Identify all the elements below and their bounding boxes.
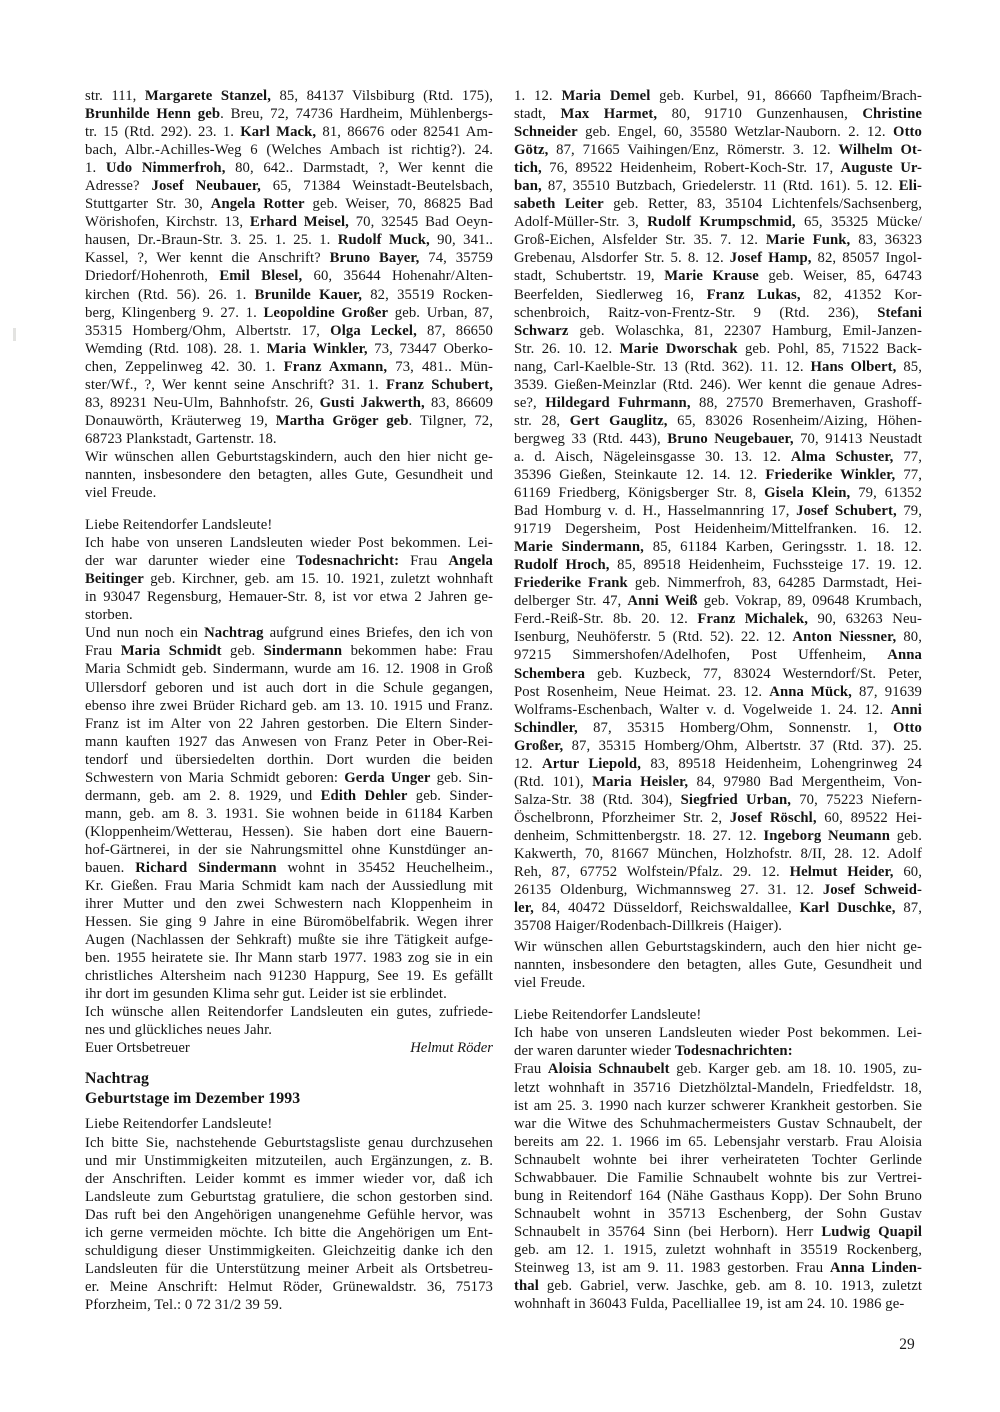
text-line: ben. 1955 heiratete sie. Ihr Mann starb 1977. 1983 zog sie in ein [85, 950, 493, 967]
text-line: letzt wohnhaft in 35716 Dietzhölztal-Mandeln, Friedfeldstr. 18, [514, 1079, 922, 1096]
text-line: bung in Reitendorf 164 (Nähe Gasthaus Kopp). Der Sohn Bruno [514, 1187, 922, 1204]
text-line: 26135 Oldenburg, Wichmannsweg 27. 31. 12. Josef Schweid- [514, 882, 922, 899]
text-line: Donauwörth, Kräuterweg 19, Martha Gröger geb. Tilgner, 72, [85, 412, 494, 429]
text-line: 68723 Plankstadt, Gartenstr. 18. [85, 430, 277, 447]
paragraph [514, 938, 922, 992]
bold-name: Rudolf Hroch, [514, 557, 610, 574]
text-line: Frau Aloisia Schnaubelt geb. Karger geb. am 18. 10. 1905, zu- [514, 1061, 922, 1078]
text-line: Schwestern von Maria Schmidt geboren: Gerda Unger geb. Sin- [85, 769, 494, 786]
text-line: nannten, insbesondere den betagten, alles Gute, Gesundheit und [514, 957, 922, 974]
bold-name: Josef Schweid- [822, 882, 922, 899]
text-line: Wörishofen, Kirchstr. 13, Erhard Meisel, 70, 32545 Bad Oeyn- [85, 214, 493, 231]
bold-name: Siegfried Urban, [680, 791, 792, 808]
text-line: Landsleute zum Geburtstag gratuliere, die schon gestorben sind. [85, 1188, 493, 1205]
bold-name: Friederike Frank [514, 575, 628, 592]
bold-name: Ludwig Quapil [821, 1223, 923, 1240]
bold-name: Eli- [898, 178, 922, 195]
text-line: Steinweg 13, ist am 9. 11. 1983 gestorben. Frau Anna Linden- [514, 1260, 922, 1276]
text-line: Liebe Reitendorfer Landsleute! [514, 1007, 702, 1024]
bold-name: Schneider [514, 124, 578, 141]
text-line: Adolf-Müller-Str. 3, Rudolf Krumpschmid, 65, 35325 Mücke/ [514, 214, 922, 231]
text-line: ban, 87, 35510 Butzbach, Griedelerstr. 11 (Rtd. 161). 5. 12. Eli- [514, 178, 922, 195]
text-line: 91719 Degersheim, Post Heidenheim/Mittelfranken. 16. 12. [514, 521, 922, 538]
bold-name: Hildegard Fuhrmann, [545, 394, 691, 411]
bold-name: Maria Schmidt [120, 643, 222, 660]
paragraph [514, 87, 922, 935]
paragraph [514, 1024, 922, 1060]
text-line: Franz ist im Alter von 22 Jahren gestorben. Die Eltern Sinder- [85, 715, 493, 732]
text-line: Schneider geb. Engel, 60, 35580 Wetzlar-Nauborn. 2. 12. Otto [514, 124, 922, 141]
bold-name: Götz, [514, 142, 549, 159]
text-line: 3539. Gießen-Meinzlar (Rtd. 246). Wer kennt die genaue Adres- [514, 376, 922, 393]
text-line: ler, 84, 40472 Düsseldorf, Reichswaldallee, Karl Duschke, 87, [514, 900, 922, 917]
bold-name: Maria Heisler, [592, 773, 689, 790]
bold-name: Wilhelm Ot- [838, 142, 922, 159]
text-line: (Kloppenheim/Wetterau, Hessen). Sie haben dort eine Bauern- [85, 823, 493, 840]
paragraph [85, 1134, 493, 1314]
text-line: Nachtrag [85, 1070, 149, 1088]
text-line: Augen (Nachlassen der Sehkraft) mußte sie ihre Tätigkeit aufge- [85, 932, 493, 949]
bold-name: Maria Demel [561, 88, 651, 104]
bold-name: Olga Leckel, [330, 322, 417, 339]
text-line: Liebe Reitendorfer Landsleute! [85, 1116, 273, 1133]
bold-name: Josef Hamp, [729, 250, 812, 267]
bold-name: Christine [862, 106, 922, 123]
bold-name: Karl Mack, [240, 124, 317, 141]
bold-name: Anna Linden- [830, 1260, 922, 1276]
text-line: Kassel, ?, Wer kennt die Anschrift? Bruno Bayer, 74, 35759 [85, 250, 493, 267]
text-line: thal geb. Gabriel, verw. Jaschke, geb. am 8. 10. 1913, zuletzt [514, 1278, 922, 1295]
bold-name: sabeth Leiter [514, 196, 604, 213]
bold-name: Emil Blesel, [219, 268, 303, 285]
bold-name: Gisela Klein, [764, 485, 851, 502]
paragraph [514, 1060, 922, 1313]
right-column [514, 87, 922, 1313]
text-line: Maria Schmidt geb. Sindermann, wurde am 16. 12. 1908 in Groß [85, 661, 493, 678]
text-line: bauen. Richard Sindermann wohnt in 35452 Heuchelheim., [85, 859, 494, 876]
bold-name: Todesnachricht: [296, 553, 400, 570]
bold-name: Anna Mück, [769, 683, 852, 700]
bold-name: tich, [514, 160, 542, 177]
text-line: Großer, 87, 35315 Homberg/Ohm, Albertstr. 37 (Rtd. 37). 25. [514, 737, 922, 754]
text-line: geb. am 12. 1. 1915, zuletzt wohnhaft in 35519 Rockenberg, [514, 1241, 922, 1258]
text-line: a. d. Aisch, Nägeleinsgasse 30. 13. 12. Alma Schuster, 77, [514, 448, 922, 465]
bold-name: Rudolf Muck, [337, 232, 430, 249]
bold-name: Schindler, [514, 719, 578, 736]
text-line: bereits am 22. 1. 1966 im 65. Lebensjahr verstarb. Frau Aloisia [514, 1133, 922, 1150]
text-line: viel Freude. [514, 975, 586, 992]
text-line: tendorf und übersiedelten dorthin. Dort wurden die beiden [85, 751, 493, 768]
text-line: stadt, Max Harmet, 80, 91710 Gunzenhausen, Christine [514, 106, 922, 123]
text-line: wohnhaft in 36043 Fulda, Pacelliallee 19, ist am 24. 10. 1986 ge- [514, 1296, 905, 1313]
bold-name: Franz Michalek, [697, 611, 809, 628]
text-line: bergweg 33 (Rtd. 443), Bruno Neugebauer, 70, 91413 Neustadt [514, 430, 923, 447]
text-line: 1. 12. Maria Demel geb. Kurbel, 91, 86660 Tapfheim/Brach- [514, 88, 922, 104]
text-line: ist am 25. 3. 1990 nach kurzer schwerer Krankheit gestorben. Sie [514, 1097, 922, 1114]
paragraph [514, 1006, 922, 1024]
text-line: tr. 15 (Rtd. 292). 23. 1. Karl Mack, 81, 86676 oder 82541 Am- [85, 124, 494, 141]
text-line: viel Freude. [85, 485, 157, 502]
bold-name: Rudolf Krumpschmid, [647, 214, 796, 231]
text-line: Grebenau, Alsdorfer Str. 5. 8. 12. Josef Hamp, 82, 85057 Ingol- [514, 250, 922, 267]
text-line: Wemding (Rtd. 108). 28. 1. Maria Winkler, 73, 73447 Oberko- [85, 340, 493, 357]
text-line: dermann, geb. am 2. 8. 1929, und Edith Dehler geb. Sinder- [85, 787, 493, 804]
text-line: sabeth Leiter geb. Retter, 83, 35104 Lichtenfels/Sachsenberg, [514, 196, 922, 213]
text-line: chen, Zeppelinweg 42. 30. 1. Franz Axmann, 73, 481.. Mün- [85, 358, 493, 375]
text-line: hausen, Dr.-Braun-Str. 3. 25. 1. 25. 1. Rudolf Muck, 90, 341.. [85, 232, 494, 249]
paragraph-spacer [85, 502, 493, 516]
text-line: Isenburg, Neuhöferstr. 5 (Rtd. 52). 22. 12. Anton Niessner, 80, [514, 629, 922, 646]
bold-name: Anni Weiß [627, 593, 698, 610]
bold-name: Max Harmet, [560, 106, 658, 123]
text-line: denheim, Schmittenbergstr. 18. 27. 12. Ingeborg Neumann geb. [514, 827, 922, 844]
text-line: mann kauften 1927 das Anwesen von Franz Peter in Ober-Rei- [85, 733, 493, 750]
bold-name: ler, [514, 900, 534, 917]
text-line: Marie Sindermann, 85, 61184 Karben, Geringsstr. 1. 18. 12. [514, 539, 922, 556]
text-line: er. Meine Anschrift: Helmut Röder, Grünewaldstr. 36, 75173 [85, 1278, 493, 1295]
bold-name: Edith Dehler [320, 787, 408, 804]
text-line: Ich habe von unseren Landsleuten wieder Post bekommen. Lei- [514, 1025, 922, 1042]
bold-name: Bruno Bayer, [329, 250, 420, 267]
paragraph [85, 1003, 493, 1039]
text-line: ihr dort im gesunden Klima sehr gut. Leider ist sie erblindet. [85, 986, 447, 1003]
text-line: Friederike Frank geb. Nimmerfroh, 83, 64285 Darmstadt, Hei- [514, 575, 923, 592]
text-line: Bad Homburg v. d. H., Hasselmannring 17, Josef Schubert, 79, [514, 503, 922, 520]
bold-name: Anna [887, 647, 922, 664]
bold-name: Franz Schubert, [385, 376, 493, 393]
bold-name: Schembera [514, 665, 586, 682]
bold-name: Hans Olbert, [810, 358, 897, 375]
bold-name: Marie Sindermann, [514, 539, 644, 556]
bold-name: Stefani [877, 304, 922, 321]
bold-name: Margarete Stanzel, [144, 88, 272, 104]
signature-label: Euer Ortsbetreuer [85, 1040, 190, 1057]
text-line: nes und glückliches neues Jahr. [85, 1022, 273, 1039]
bold-name: Ingeborg Neumann [763, 827, 890, 844]
bold-name: Richard Sindermann [135, 859, 277, 876]
signature-name: Helmut Röder [410, 1040, 493, 1057]
paragraph [85, 87, 493, 448]
bold-name: Karl Duschke, [799, 900, 896, 917]
text-line: storben. [85, 607, 133, 624]
text-line: Wir wünschen allen Geburtstagskindern, auch den hier nicht ge- [85, 448, 493, 465]
bold-name: Franz Lukas, [706, 286, 801, 303]
bold-name: Josef Schubert, [796, 503, 897, 520]
text-line: Schwabbauer. Die Familie Schnaubelt wohnte bis zur Vertrei- [514, 1169, 922, 1186]
text-line: ich gerne vermeiden möchte. Ich bitte die Angehörigen um Ent- [85, 1224, 493, 1241]
paragraph [85, 1115, 493, 1133]
text-line: berg, Klingenberg 9. 27. 1. Leopoldine Großer geb. Urban, 87, [85, 304, 493, 321]
text-line: hof-Gärtnerei, in der sie Nahrungsmittel ohne Kunstdünger an- [85, 841, 493, 858]
left-column [85, 87, 493, 1314]
text-line: bach, Albr.-Achilles-Weg 6 (Welches Ambach ist richtig?). 24. [85, 142, 493, 159]
text-line: Beerfelden, Siedlerweg 16, Franz Lukas, 82, 41352 Kor- [514, 286, 922, 303]
text-line: Schembera geb. Kuzbeck, 77, 83024 Westerndorf/St. Peter, [514, 665, 922, 682]
bold-name: Sindermann [263, 643, 343, 660]
bold-name: Brunhilde Henn geb [85, 106, 221, 123]
paragraph [85, 516, 493, 534]
text-line: mann, geb. am 8. 3. 1931. Sie wohnen beide in 61184 Karben [85, 805, 493, 822]
text-line: Liebe Reitendorfer Landsleute! [85, 517, 273, 534]
text-line: Das ruft bei den Angehörigen unangenehme Gefühle hervor, was [85, 1206, 493, 1223]
bold-name: Otto [893, 719, 922, 736]
bold-name: Marie Krause [664, 268, 759, 285]
text-line: ster/Wf., ?, Wer kennt seine Anschrift? 31. 1. Franz Schubert, [85, 376, 493, 393]
paragraph [85, 448, 493, 502]
bold-name: Beitinger [85, 571, 144, 588]
bold-name: Franz Axmann, [283, 358, 388, 375]
text-line: in 93047 Regensburg, Hemauer-Str. 8, ist vor etwa 2 Jahren ge- [85, 589, 493, 606]
bold-name: Alma Schuster, [790, 448, 894, 465]
text-line: 1. Udo Nimmerfroh, 80, 642.. Darmstadt, ?, Wer kennt die [85, 160, 493, 177]
bold-name: Marie Dworschak [619, 340, 738, 357]
text-line: 61169 Friedberg, Königsberger Str. 8, Gisela Klein, 79, 61352 [514, 485, 922, 502]
text-line: Und nun noch ein Nachtrag aufgrund eines Briefes, den ich von [85, 625, 493, 642]
text-line: str. 111, Margarete Stanzel, 85, 84137 Vilsbiburg (Rtd. 175), [85, 88, 493, 104]
text-line: 35315 Homberg/Ohm, Albertstr. 17, Olga Leckel, 87, 86650 [85, 322, 494, 339]
text-line: (Rtd. 101), Maria Heisler, 84, 97980 Bad Mergentheim, Von- [514, 773, 923, 790]
bold-name: Todesnachrichten: [674, 1043, 793, 1060]
bold-name: Bruno Neugebauer, [667, 430, 794, 447]
bold-name: Marie Funk, [765, 232, 851, 249]
bold-name: Erhard Meisel, [249, 214, 349, 231]
text-line: Post Rosenheim, Neue Heimat. 23. 12. Anna Mück, 87, 91639 [514, 683, 922, 700]
signature-row [85, 1039, 493, 1057]
text-line: delberger Str. 47, Anni Weiß geb. Vokrap, 89, 09648 Krumbach, [514, 593, 922, 610]
text-line: 35708 Haiger/Rodenbach-Dillkreis (Haiger). [514, 918, 783, 935]
bold-name: Helmut Heider, [789, 864, 894, 881]
bold-name: Gerda Unger [344, 769, 431, 786]
text-line: Ich wünsche allen Reitendorfer Landsleuten ein gutes, zufriede- [85, 1004, 493, 1021]
bold-name: Nachtrag [204, 625, 264, 642]
bold-name: Leopoldine Großer [263, 304, 389, 321]
text-line: Groß-Eichen, Alsfelder Str. 35. 7. 12. Marie Funk, 83, 36323 [514, 232, 923, 249]
bold-name: Angela Rotter [210, 196, 305, 213]
text-line: der war darunter wieder eine Todesnachricht: Frau Angela [85, 553, 493, 570]
bold-name: Anni [890, 701, 922, 718]
text-line: tich, 76, 89522 Heidenheim, Robert-Koch-Str. 17, Auguste Ur- [514, 160, 922, 177]
text-line: Reh, 87, 67752 Wolfstein/Pfalz. 29. 12. Helmut Heider, 60, [514, 864, 922, 881]
text-line: Schwarz geb. Wolaschka, 81, 22307 Hamburg, Emil-Janzen- [514, 322, 922, 339]
bold-name: Friederike Winkler, [765, 466, 896, 483]
text-line: Stuttgarter Str. 30, Angela Rotter geb. Weiser, 70, 86825 Bad [85, 196, 494, 213]
text-line: war die Witwe des Schuhmachermeisters Gustav Schnaubelt, der [514, 1115, 922, 1132]
paragraph-spacer [85, 1057, 493, 1069]
bold-name: Auguste Ur- [840, 160, 922, 177]
text-line: Pforzheim, Tel.: 0 72 31/2 39 59. [85, 1296, 283, 1313]
text-line: Geburtstage im Dezember 1993 [85, 1090, 301, 1108]
text-line: Götz, 87, 71665 Vaihingen/Enz, Römerstr. 3. 12. Wilhelm Ot- [514, 142, 922, 159]
bold-name: Martha Gröger geb [275, 412, 409, 429]
text-line: 83, 89231 Neu-Ulm, Bahnhofstr. 26, Gusti Jakwerth, 83, 86609 [85, 394, 494, 411]
text-line: und mir Unstimmigkeiten mitzuteilen, auch Ergänzungen, z. B. [85, 1152, 493, 1169]
text-line: Schnaubelt wohnt in 35713 Eschenberg, der Sohn Gustav [514, 1205, 922, 1222]
text-line: 35396 Gießen, Steinkaute 12. 14. 12. Friederike Winkler, 77, [514, 466, 922, 483]
bold-name: Schwarz [514, 322, 569, 339]
bold-name: ban, [514, 178, 542, 195]
text-line: stadt, Schubertstr. 19, Marie Krause geb. Weiser, 85, 64743 [514, 268, 922, 285]
page-number: 29 [899, 1336, 915, 1353]
section-heading [85, 1069, 493, 1109]
bold-name: Udo Nimmerfroh, [105, 160, 226, 177]
text-line: schuldigung dieser Unstimmigkeiten. Gleichzeitig danke ich den [85, 1242, 493, 1259]
text-line: Wolframs-Eschenbach, Walter v. d. Vogelweide 1. 24. 12. Anni [514, 701, 922, 718]
text-line: Schindler, 87, 35315 Homberg/Ohm, Sonnenstr. 1, Otto [514, 719, 922, 736]
text-line: Kakwerth, 70, 81667 München, Holzhofstr. 8/II, 28. 12. Adolf [514, 845, 922, 862]
text-line: 97215 Simmershofen/Adelhofen, Post Uffenheim, Anna [514, 647, 922, 664]
text-line: Brunhilde Henn geb. Breu, 72, 74736 Hardheim, Mühlenbergs- [85, 106, 493, 123]
text-line: Ich bitte Sie, nachstehende Geburtstagsliste genau durchzusehen [85, 1134, 493, 1151]
text-line: Frau Maria Schmidt geb. Sindermann bekommen habe: Frau [85, 643, 493, 660]
bold-name: thal [514, 1278, 539, 1295]
text-line: ihrer Mutter und den zwei Schwestern nach Kloppenheim in [85, 896, 493, 913]
text-line: se?, Hildegard Fuhrmann, 88, 27570 Bremerhaven, Grashoff- [514, 394, 922, 411]
bold-name: Gert Gauglitz, [569, 412, 668, 429]
paragraph-spacer [514, 992, 922, 1006]
paragraph [85, 534, 493, 624]
text-line: str. 28, Gert Gauglitz, 65, 83026 Rosenheim/Aizing, Höhen- [514, 412, 922, 429]
text-line: Kr. Gießen. Frau Maria Schmidt kam nach der Aussiedlung mit [85, 878, 493, 895]
bold-name: Artur Liepold, [542, 755, 641, 772]
paragraph [85, 624, 493, 1003]
text-line: nannten, insbesondere den betagten, alles Gute, Gesundheit und [85, 466, 493, 483]
bold-name: Brunilde Kauer, [254, 286, 363, 303]
text-line: Salza-Str. 38 (Rtd. 304), Siegfried Urban, 70, 75223 Niefern- [514, 791, 922, 808]
bold-name: Gusti Jakwerth, [319, 394, 425, 411]
text-line: Öschelbronn, Pforzheimer Str. 2, Josef Röschl, 60, 89522 Hei- [514, 809, 922, 826]
text-line: Ullersdorf geboren und ist auch dort in die Schule gegangen, [85, 679, 493, 696]
text-line: ebenso ihre zwei Brüder Richard geb. am 13. 10. 1915 und Franz. [85, 697, 493, 714]
text-line: der Anschriften. Leider kommt es immer wieder vor, daß ich [85, 1170, 493, 1187]
text-line: nang, Carl-Kaelble-Str. 13 (Rtd. 362). 11. 12. Hans Olbert, 85, [514, 358, 922, 375]
text-line: Adresse? Josef Neubauer, 65, 71384 Weinstadt-Beutelsbach, [85, 178, 493, 195]
text-line: kirchen (Rtd. 56). 26. 1. Brunilde Kauer, 82, 35519 Rocken- [85, 286, 493, 303]
bold-name: Maria Winkler, [266, 340, 368, 357]
text-line: Driedorf/Hohenroth, Emil Blesel, 60, 35644 Hohenahr/Alten- [85, 268, 493, 285]
text-line: Ferd.-Reiß-Str. 8b. 20. 12. Franz Michalek, 90, 63263 Neu- [514, 611, 922, 628]
bold-name: Aloisia Schnaubelt [547, 1061, 670, 1078]
text-line: der waren darunter wieder Todesnachrichten: [514, 1043, 793, 1060]
text-line: schenbroich, Raitz-von-Frentz-Str. 9 (Rtd. 236), Stefani [514, 304, 922, 321]
scan-artifact [13, 328, 16, 341]
text-line: Landsleuten für die Unterstützung meiner Arbeit als Ortsbetreu- [85, 1260, 493, 1277]
text-line: Wir wünschen allen Geburtstagskindern, auch den hier nicht ge- [514, 939, 922, 956]
text-line: Schnaubelt in 35764 Sinn (bei Herborn). Herr Ludwig Quapil [514, 1223, 923, 1240]
text-line: Schnaubelt wohnte bei ihrer verheirateten Tochter Gerlinde [514, 1151, 922, 1168]
text-line: christliches Altersheim nach 91230 Happurg, See 19. Es gefällt [85, 968, 493, 985]
text-line: Beitinger geb. Kirchner, geb. am 15. 10. 1921, zuletzt wohnhaft [85, 571, 493, 588]
bold-name: Josef Neubauer, [151, 178, 261, 195]
text-line: Str. 26. 10. 12. Marie Dworschak geb. Pohl, 85, 71522 Back- [514, 340, 922, 357]
text-line: Ich habe von unseren Landsleuten wieder Post bekommen. Lei- [85, 535, 493, 552]
text-line: Rudolf Hroch, 85, 89518 Heidenheim, Fuchssteige 17. 19. 12. [514, 557, 922, 574]
bold-name: Josef Röschl, [729, 809, 817, 826]
bold-name: Großer, [514, 737, 564, 754]
text-line: Hessen. Sie ging 9 Jahre in eine Büromöbelfabrik. Wegen ihrer [85, 914, 493, 931]
bold-name: Otto [893, 124, 922, 141]
bold-name: Angela [448, 553, 493, 570]
text-line: 12. Artur Liepold, 83, 89518 Heidenheim, Lohengrinweg 24 [514, 755, 923, 772]
bold-name: Anton Niessner, [792, 629, 897, 646]
